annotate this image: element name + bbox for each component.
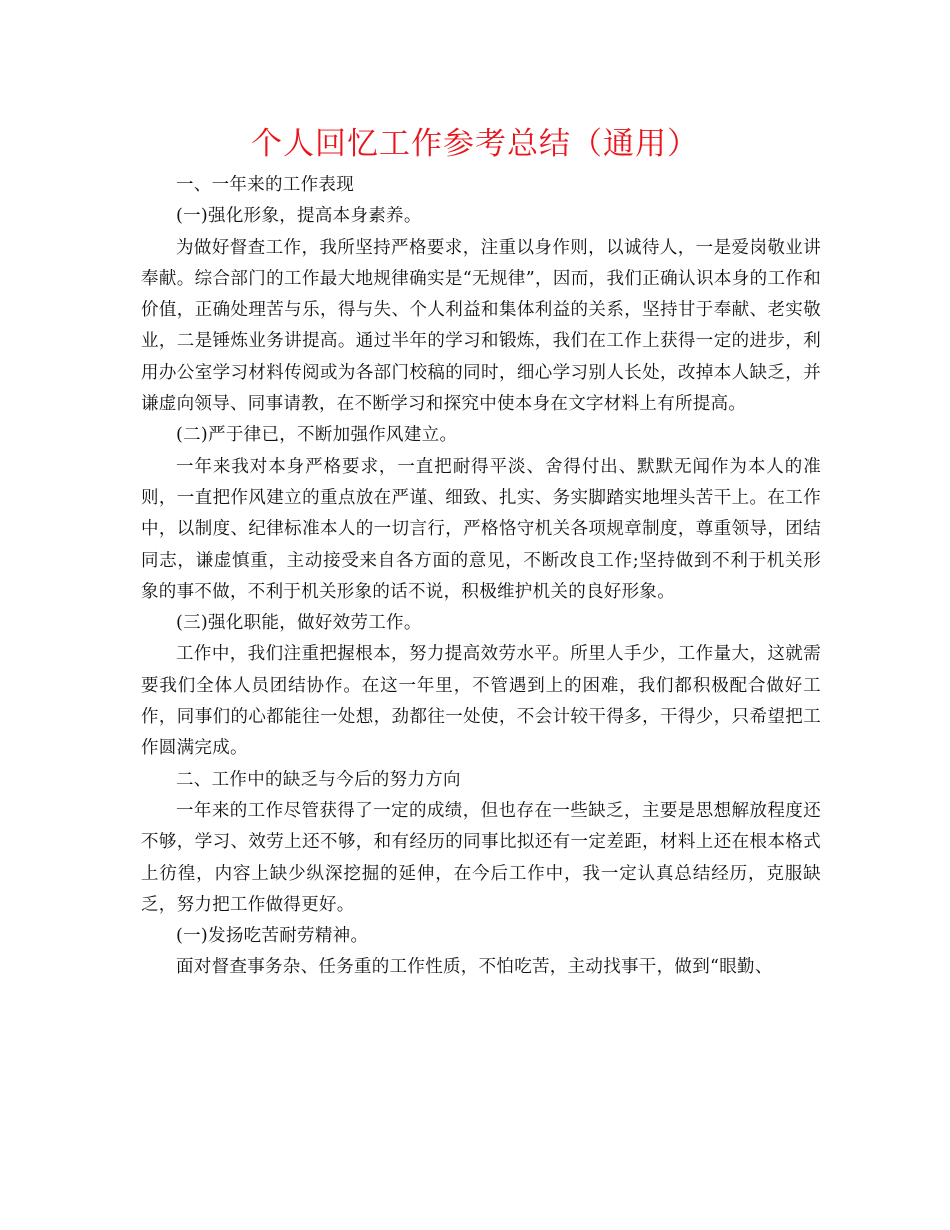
paragraph: 工作中，我们注重把握根本，努力提高效劳水平。所里人手少，工作量大，这就需要我们全体人员团结协作。在这一年里，不管遇到上的困难，我们都积极配合做好工作，同事们的心都能往一处想，劲都往一处使，不会计较干得多，干得少，只希望把工作圆满完成。 — [141, 644, 821, 759]
paragraph: 为做好督查工作，我所坚持严格要求，注重以身作则，以诚待人，一是爱岗敬业讲奉献。综合部门的工作最大地规律确实是“无规律”，因而，我们正确认识本身的工作和价值，正确处理苦与乐，得与失、个人利益和集体利益的关系，坚持甘于奉献、老实敬业，二是锤炼业务讲提高。通过半年的学习和锻炼，我们在工作上获得一定的进步，利用办公室学习材料传阅或为各部门校稿的同时，细心学习别人长处，改掉本人缺乏，并谦虚向领导、同事请教，在不断学习和探究中使本身在文字材料上有所提高。 — [141, 237, 821, 415]
subsection-heading-1-3: (三)强化职能，做好效劳工作。 — [176, 613, 422, 634]
subsection-heading-2-1: (一)发扬吃苦耐劳精神。 — [176, 926, 369, 947]
section-heading-1: 一、一年来的工作表现 — [176, 175, 354, 195]
paragraph: 一年来我对本身严格要求，一直把耐得平淡、舍得付出、默默无闻作为本人的准则，一直把作风建立的重点放在严谨、细致、扎实、务实脚踏实地埋头苦干上。在工作中，以制度、纪律标准本人的一切言行，严格恪守机关各项规章制度，尊重领导，团结同志，谦虚慎重，主动接受来自各方面的意见，不断改良工作;坚持做到不利于机关形象的事不做，不利于机关形象的话不说，积极维护机关的良好形象。 — [141, 456, 821, 602]
subsection-heading-1-2: (二)严于律已，不断加强作风建立。 — [176, 425, 458, 446]
subsection-heading-1-1: (一)强化形象，提高本身素养。 — [176, 206, 422, 227]
paragraph: 一年来的工作尽管获得了一定的成绩，但也存在一些缺乏，主要是思想解放程度还不够，学习、效劳上还不够，和有经历的同事比拟还有一定差距，材料上还在根本格式上彷徨，内容上缺少纵深挖掘的延伸，在今后工作中，我一定认真总结经历，克服缺乏，努力把工作做得更好。 — [141, 800, 821, 915]
section-heading-2: 二、工作中的缺乏与今后的努力方向 — [176, 769, 461, 790]
paragraph: 面对督查事务杂、任务重的工作性质，不怕吃苦，主动找事干，做到“眼勤、 — [176, 957, 773, 978]
document-body — [141, 170, 821, 984]
document-title: 个人回忆工作参考总结（通用） — [251, 126, 699, 162]
